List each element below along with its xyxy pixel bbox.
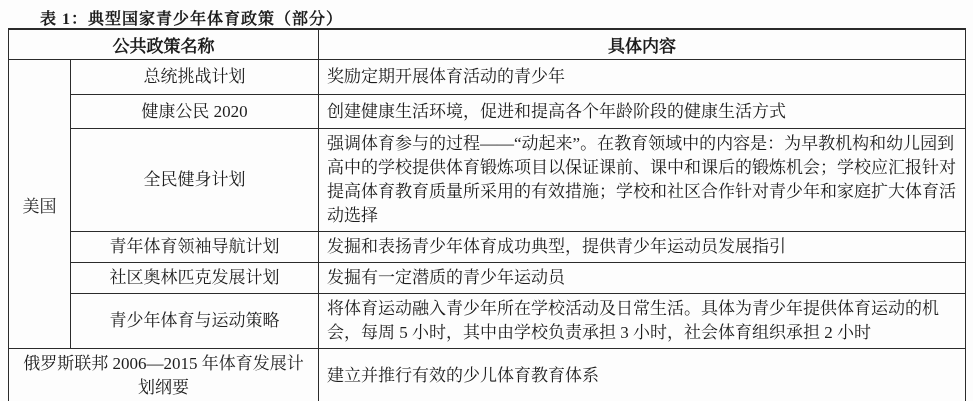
col-header-policy-name: 公共政策名称: [9, 29, 319, 60]
policy-content-cell-russia: 建立并推行有效的少儿体育教育体系: [319, 349, 966, 401]
table-row: [9, 263, 966, 294]
policy-name-cell: 总统挑战计划: [71, 60, 319, 95]
table-row: [9, 60, 966, 95]
policy-content-cell: 发掘有一定潜质的青少年运动员: [319, 263, 966, 294]
table-row: [9, 349, 966, 401]
policy-content-cell: 创建健康生活环境，促进和提高各个年龄阶段的健康生活方式: [319, 95, 966, 129]
policy-name-cell: 青少年体育与运动策略: [71, 294, 319, 349]
policy-content-cell: 奖励定期开展体育活动的青少年: [319, 60, 966, 95]
policy-name-cell-russia: 俄罗斯联邦 2006—2015 年体育发展计划纲要: [9, 349, 319, 401]
policy-name-cell: 青年体育领袖导航计划: [71, 232, 319, 263]
policy-name-cell: 健康公民 2020: [71, 95, 319, 129]
policy-name-cell: 全民健身计划: [71, 129, 319, 232]
table-row: [9, 95, 966, 129]
policy-content-cell: 发掘和表扬青少年体育成功典型，提供青少年运动员发展指引: [319, 232, 966, 263]
col-header-content: 具体内容: [319, 29, 966, 60]
table-row: [9, 294, 966, 349]
policy-name-cell: 社区奥林匹克发展计划: [71, 263, 319, 294]
table-title: 表 1：典型国家青少年体育政策（部分）: [40, 11, 344, 28]
table-row: [9, 232, 966, 263]
country-cell-usa: 美国: [9, 60, 71, 349]
policy-content-cell: 强调体育参与的过程——“动起来”。在教育领域中的内容是：为早教机构和幼儿园到高中的学校提供体育锻炼项目以保证课前、课中和课后的锻炼机会；学校应汇报针对提高体育教育质量所采用的有效措施；学校和社区合作针对青少年和家庭扩大体育活动选择: [319, 129, 966, 232]
table-row: [9, 129, 966, 232]
header-row: [9, 29, 966, 60]
policy-content-cell: 将体育运动融入青少年所在学校活动及日常生活。具体为青少年提供体育运动的机会，每周 5 小时，其中由学校负责承担 3 小时，社会体育组织承担 2 小时: [319, 294, 966, 349]
policy-table: [8, 28, 966, 401]
